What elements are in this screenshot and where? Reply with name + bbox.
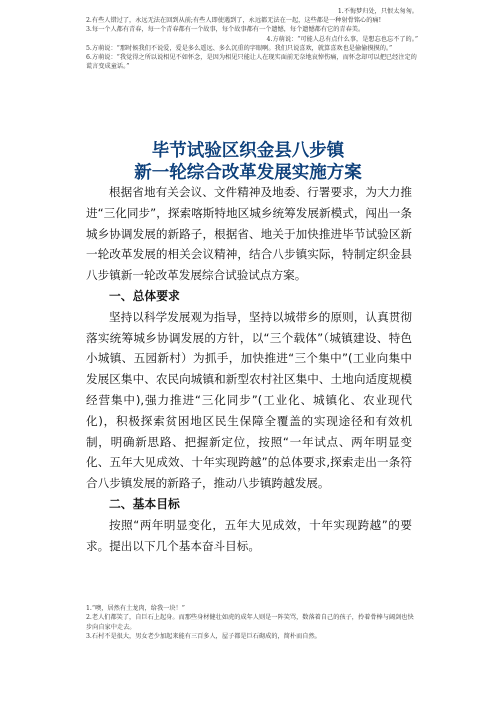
document-title: [0, 140, 496, 184]
intro-paragraph: 根据省地有关会议、文件精神及地委、行署要求，为大力推进“三化同步”，探索喀斯特地区城乡统筹发展新模式，闯出一条城乡协调发展的新路子，根据省、地关于加快推进毕节试验区新一轮改革发展的相关会议精神，结合八步镇实际，特制定织金县八步镇新一轮改革发展综合试验试点方案。: [86, 185, 412, 283]
top-quote: 1.不悔梦归处，只恨太匆匆。: [337, 8, 418, 15]
bottom-quote: 1.“噢，居然有土龙肉，给我一块！”: [86, 605, 185, 612]
bottom-quotes: [86, 604, 416, 642]
bottom-quote: 2.老人们都笑了，自巨石上起身。而那些身材健壮如虎的成年人则是一阵笑骂，数落着自己的孩子，拎着骨棒与阔剑也快步向自家中走去。: [86, 614, 414, 631]
title-line-1: 毕节试验区织金县八步镇: [151, 141, 345, 161]
section-2-heading: 二、基本目标: [109, 496, 180, 511]
section-2-paragraph: 按照“两年明显变化，五年大见成效，十年实现跨越”的要求。提出以下几个基本奋斗目标。: [86, 517, 412, 553]
title-line-2: 新一轮综合改革发展实施方案: [134, 163, 362, 183]
section-1-paragraph: 坚持以科学发展观为指导，坚持以城带乡的原则，认真贯彻落实统筹城乡协调发展的方针，以“三个载体”（城镇建设、特色小城镇、五园新村）为抓手，加快推进“三个集中”(工业向集中发展区集中、农民向城镇和新型农村社区集中、土地向适度规模经营集中),强力推进“三化同步”(工业化、城镇化、农业现代化)，积极探索贫困地区民生保障全覆盖的实现途径和有效机制，明确新思路、把握新定位，按照“一年试点、两年明显变化、五年大见成效、十年实现跨越”的总体要求,探索走出一条符合八步镇发展的新路子，推动八步镇跨越发展。: [86, 309, 412, 491]
top-quote: 2.有些人错过了，永远无法在回到从前;有些人即使遇到了，永远都无法在一起，这些都是一种射骨铭心的痛!: [86, 17, 382, 25]
top-quote: 6.方萌说：“我觉得之所以说相见不如怀念，是因为相见只能让人在现实面前无奈地哀悼伤痛，而怀念却可以把已经注定的谎言变成童话。”: [86, 54, 417, 71]
top-quote: 5.方萌说：“那时候我们不说爱，爱是多么遥远、多么沉重的字眼啊。我们只说喜欢，就算喜欢也是偷偷摸摸的。”: [86, 44, 393, 52]
top-quotes: [86, 7, 418, 71]
section-1-heading: 一、总体要求: [109, 288, 180, 303]
top-quote: 4.方萌说：“可能人总有点什么事，是想忘也忘不了的。”: [266, 35, 418, 43]
top-quote: 3.每一个人都有青春，每一个青春都有一个故事，每个故事都有一个遗憾，每个遗憾都有它的青春美。: [86, 26, 365, 34]
bottom-quote: 3.石村不是很大，男女老少加起来能有三百多人，屋子都是巨石砌成的，简朴而自然。: [86, 633, 321, 641]
document-body: [86, 182, 412, 556]
